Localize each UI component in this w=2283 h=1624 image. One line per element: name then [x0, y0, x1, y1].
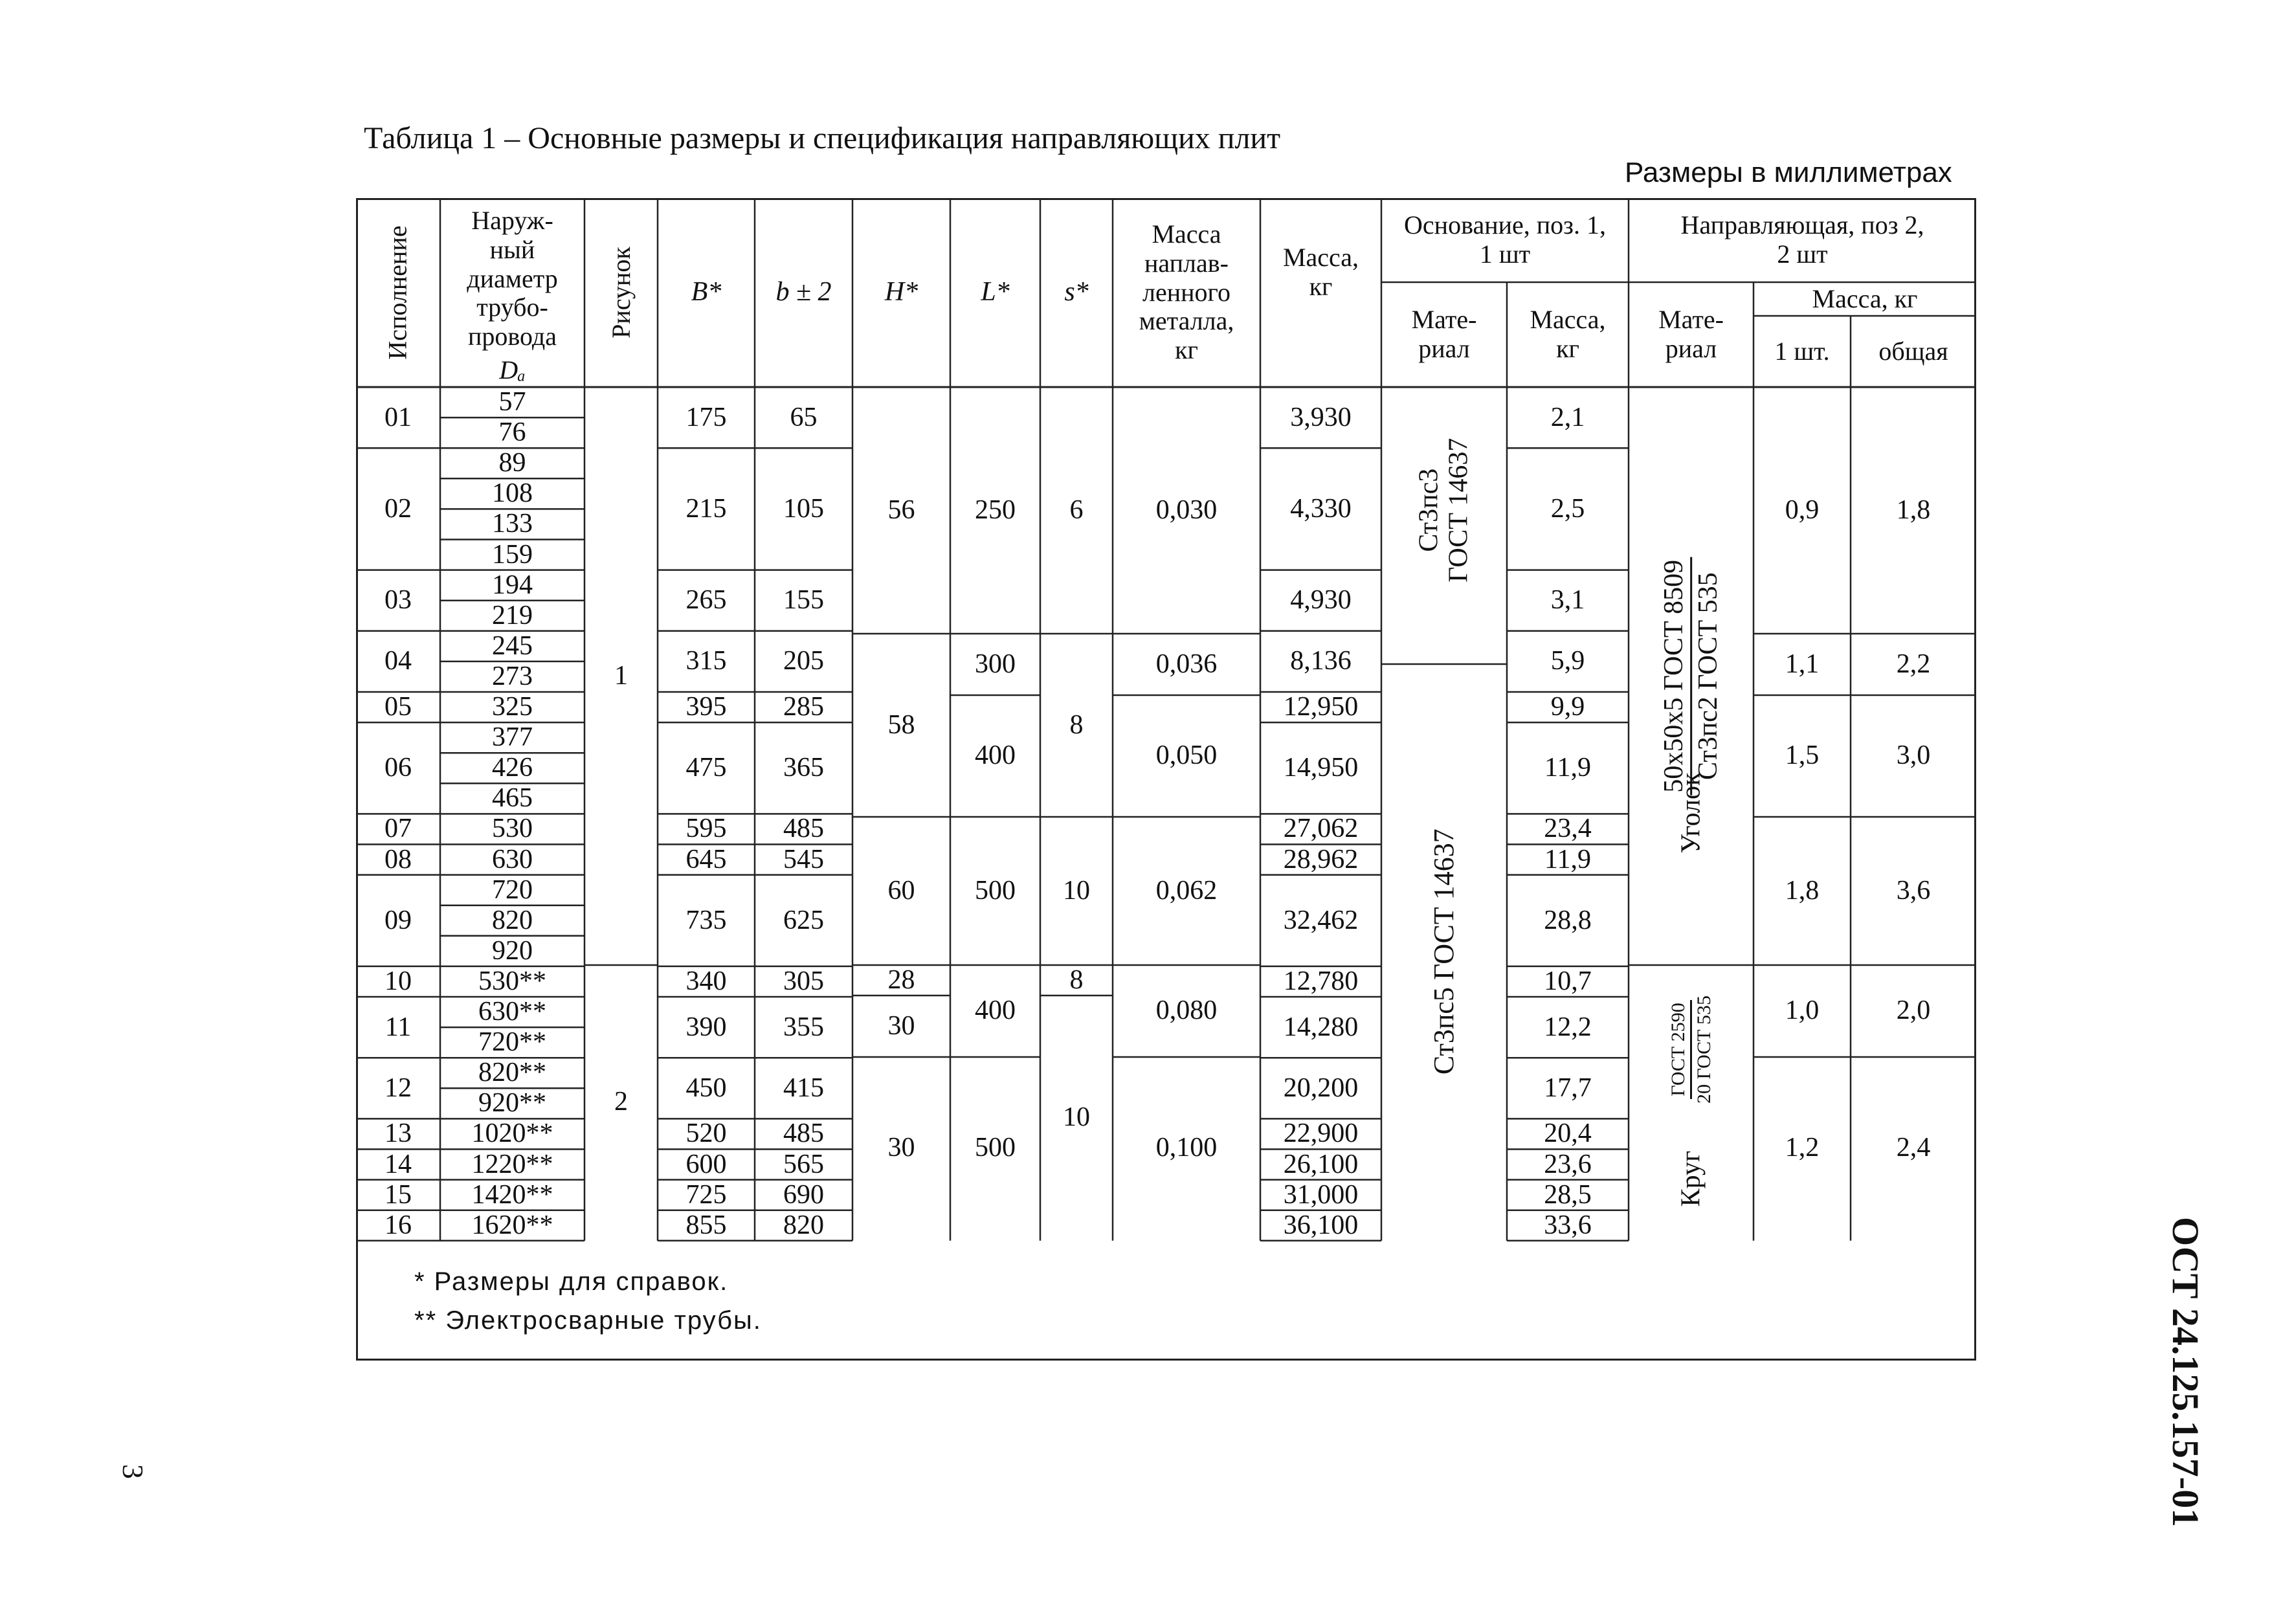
H-58: 58 — [887, 709, 915, 740]
cell-b: 625 — [783, 905, 824, 935]
cell-mass: 8,136 — [1290, 646, 1352, 676]
cell-ispolnenie: 08 — [384, 844, 412, 874]
guide-mass-one-3: 1,5 — [1785, 740, 1820, 771]
guide-mass-one-4: 1,8 — [1785, 875, 1820, 906]
cell-B: 595 — [685, 814, 727, 844]
cell-diameter: 920** — [478, 1088, 546, 1118]
header-ispolnenie: Исполнение — [383, 225, 412, 360]
cell-diameter: 530 — [492, 814, 533, 844]
cell-diameter: 465 — [492, 783, 533, 814]
mass-weld-4: 0,062 — [1155, 875, 1218, 906]
cell-base-mass: 28,5 — [1544, 1179, 1592, 1210]
cell-mass: 14,950 — [1283, 753, 1359, 783]
guide-mass-one-6: 1,2 — [1785, 1133, 1820, 1163]
header-mass-weld: Масса наплав- ленного металла, кг — [1139, 219, 1234, 365]
cell-mass: 3,930 — [1290, 402, 1352, 432]
H-56: 56 — [887, 495, 915, 525]
s-6: 6 — [1069, 495, 1084, 525]
cell-diameter: 720** — [478, 1027, 546, 1058]
base-material-1: Ст3пс3 ГОСТ 14637 — [1414, 438, 1474, 583]
cell-diameter: 245 — [492, 630, 533, 661]
cell-B: 265 — [685, 585, 727, 616]
cell-diameter: 89 — [498, 448, 526, 478]
cell-base-mass: 20,4 — [1544, 1118, 1592, 1149]
cell-base-mass: 3,1 — [1550, 585, 1585, 616]
cell-b: 415 — [783, 1073, 824, 1103]
cell-base-mass: 2,5 — [1550, 493, 1585, 524]
cell-ispolnenie: 04 — [384, 646, 412, 676]
cell-ispolnenie: 05 — [384, 692, 412, 722]
cell-ispolnenie: 15 — [384, 1179, 412, 1210]
cell-mass: 12,950 — [1283, 692, 1359, 722]
guide-material-1: 50x50x5 ГОСТ 8509 Ст3пс2 ГОСТ 535 — [1629, 387, 1754, 965]
mass-weld-3: 0,050 — [1155, 740, 1218, 771]
cell-B: 450 — [685, 1073, 727, 1103]
cell-base-mass: 5,9 — [1550, 646, 1585, 676]
header-L: L* — [981, 277, 1010, 307]
cell-ispolnenie: 12 — [384, 1073, 412, 1103]
L-500a: 500 — [975, 875, 1016, 906]
cell-B: 735 — [685, 905, 727, 935]
cell-b: 820 — [783, 1210, 824, 1240]
cell-mass: 31,000 — [1283, 1179, 1359, 1210]
cell-mass: 20,200 — [1283, 1073, 1359, 1103]
H-28: 28 — [887, 964, 915, 995]
s-8b: 8 — [1069, 964, 1084, 995]
cell-b: 545 — [783, 844, 824, 874]
cell-mass: 26,100 — [1283, 1149, 1359, 1179]
cell-ispolnenie: 10 — [384, 966, 412, 996]
cell-diameter: 820 — [492, 905, 533, 935]
cell-B: 215 — [685, 493, 727, 524]
guide-mass-one-5: 1,0 — [1785, 996, 1820, 1026]
cell-ispolnenie: 14 — [384, 1149, 412, 1179]
L-400b: 400 — [975, 996, 1016, 1026]
document-code: ОСТ 24.125.157-01 — [2165, 1217, 2207, 1528]
cell-mass: 36,100 — [1283, 1210, 1359, 1240]
header-b: b ± 2 — [775, 277, 832, 307]
header-guide-mass-one: 1 шт. — [1774, 336, 1830, 366]
cell-base-mass: 9,9 — [1550, 692, 1585, 722]
header-s: s* — [1064, 277, 1089, 307]
header-base-material: Мате- риал — [1411, 305, 1477, 363]
cell-B: 315 — [685, 646, 727, 676]
guide-mass-total-4: 3,6 — [1896, 875, 1931, 906]
mass-weld-1: 0,030 — [1155, 495, 1218, 525]
cell-diameter: 273 — [492, 661, 533, 691]
mass-weld-5: 0,080 — [1155, 996, 1218, 1026]
base-material-2: Ст3пс5 ГОСТ 14637 — [1427, 829, 1460, 1075]
note-1: * Размеры для справок. — [414, 1267, 729, 1296]
cell-diameter: 377 — [492, 722, 533, 753]
cell-ispolnenie: 01 — [384, 402, 412, 432]
cell-diameter: 1220** — [471, 1149, 553, 1179]
cell-base-mass: 17,7 — [1544, 1073, 1592, 1103]
guide-material-2-name: Круг — [1676, 1150, 1706, 1207]
header-diameter: Наруж- ный диаметр трубо- провода — [467, 206, 558, 351]
cell-base-mass: 33,6 — [1544, 1210, 1592, 1240]
cell-diameter: 76 — [498, 417, 526, 448]
header-H: H* — [884, 277, 919, 307]
cell-ispolnenie: 16 — [384, 1210, 412, 1240]
cell-b: 565 — [783, 1149, 824, 1179]
H-30b: 30 — [887, 1133, 915, 1163]
L-300: 300 — [975, 649, 1016, 679]
guide-mass-total-6: 2,4 — [1896, 1133, 1931, 1163]
cell-B: 390 — [685, 1012, 727, 1042]
cell-b: 205 — [783, 646, 824, 676]
risunok-1: 1 — [614, 660, 628, 691]
cell-diameter: 1620** — [471, 1210, 553, 1240]
cell-ispolnenie: 09 — [384, 905, 412, 935]
mass-weld-2: 0,036 — [1155, 649, 1218, 679]
cell-diameter: 920 — [492, 935, 533, 966]
page-number: 3 — [117, 1464, 150, 1479]
cell-b: 690 — [783, 1179, 824, 1210]
cell-B: 340 — [685, 966, 727, 996]
cell-mass: 32,462 — [1283, 905, 1359, 935]
cell-B: 645 — [685, 844, 727, 874]
cell-b: 305 — [783, 966, 824, 996]
header-guide-mass-total: общая — [1878, 336, 1948, 366]
cell-diameter: 133 — [492, 509, 533, 539]
cell-diameter: 194 — [492, 570, 533, 600]
cell-diameter: 219 — [492, 600, 533, 630]
cell-ispolnenie: 07 — [384, 814, 412, 844]
guide-material-1-name: Уголок — [1676, 772, 1706, 854]
cell-B: 175 — [685, 402, 727, 432]
header-base-mass: Масса, кг — [1530, 305, 1606, 363]
cell-diameter: 159 — [492, 539, 533, 570]
cell-mass: 28,962 — [1283, 844, 1359, 874]
header-guide-mass-group: Масса, кг — [1812, 284, 1918, 313]
cell-b: 355 — [783, 1012, 824, 1042]
cell-diameter: 108 — [492, 478, 533, 509]
header-B: B* — [691, 277, 722, 307]
cell-B: 725 — [685, 1179, 727, 1210]
cell-base-mass: 2,1 — [1550, 402, 1585, 432]
guide-material-2: ГОСТ 2590 20 ГОСТ 535 — [1667, 995, 1715, 1104]
units-note: Размеры в миллиметрах — [1625, 157, 1952, 188]
s-10b: 10 — [1063, 1102, 1090, 1132]
cell-B: 475 — [685, 753, 727, 783]
cell-B: 855 — [685, 1210, 727, 1240]
cell-ispolnenie: 06 — [384, 753, 412, 783]
cell-mass: 22,900 — [1283, 1118, 1359, 1149]
cell-diameter: 1420** — [471, 1179, 553, 1210]
guide-mass-total-3: 3,0 — [1896, 740, 1931, 771]
H-60: 60 — [887, 875, 915, 906]
guide-mass-total-5: 2,0 — [1896, 996, 1931, 1026]
header-guide-group: Направляющая, поз 2, 2 шт — [1680, 210, 1924, 269]
H-30a: 30 — [887, 1010, 915, 1041]
mass-weld-6: 0,100 — [1155, 1133, 1218, 1163]
cell-diameter: 630 — [492, 844, 533, 874]
cell-b: 105 — [783, 493, 824, 524]
risunok-2: 2 — [614, 1087, 628, 1117]
cell-base-mass: 11,9 — [1544, 844, 1591, 874]
cell-b: 485 — [783, 814, 824, 844]
cell-diameter: 530** — [478, 966, 546, 996]
cell-diameter: 325 — [492, 692, 533, 722]
cell-ispolnenie: 03 — [384, 585, 412, 616]
cell-base-mass: 10,7 — [1544, 966, 1592, 996]
L-500b: 500 — [975, 1133, 1016, 1163]
note-2: ** Электросварные трубы. — [414, 1306, 762, 1335]
table-caption: Таблица 1 – Основные размеры и спецификация направляющих плит — [364, 121, 1281, 155]
cell-b: 285 — [783, 692, 824, 722]
cell-base-mass: 23,6 — [1544, 1149, 1592, 1179]
cell-ispolnenie: 02 — [384, 493, 412, 524]
cell-base-mass: 28,8 — [1544, 905, 1592, 935]
cell-b: 365 — [783, 753, 824, 783]
cell-mass: 4,330 — [1290, 493, 1352, 524]
header-base-group: Основание, поз. 1, 1 шт — [1404, 210, 1606, 269]
guide-mass-total-2: 2,2 — [1896, 649, 1931, 679]
header-risunok: Рисунок — [606, 247, 636, 339]
guide-mass-one-1: 0,9 — [1785, 495, 1820, 525]
cell-diameter: 426 — [492, 753, 533, 783]
cell-mass: 27,062 — [1283, 814, 1359, 844]
cell-mass: 4,930 — [1290, 585, 1352, 616]
s-10a: 10 — [1063, 875, 1090, 906]
cell-diameter: 1020** — [471, 1118, 553, 1149]
cell-ispolnenie: 11 — [384, 1012, 412, 1042]
cell-diameter: 57 — [498, 387, 526, 417]
cell-ispolnenie: 13 — [384, 1118, 412, 1149]
cell-B: 395 — [685, 692, 727, 722]
cell-diameter: 820** — [478, 1058, 546, 1088]
guide-mass-one-2: 1,1 — [1785, 649, 1820, 679]
table-notes — [414, 1262, 762, 1340]
cell-base-mass: 11,9 — [1544, 753, 1591, 783]
cell-b: 485 — [783, 1118, 824, 1149]
cell-B: 520 — [685, 1118, 727, 1149]
L-250: 250 — [975, 495, 1016, 525]
header-mass: Масса, кг — [1282, 243, 1359, 301]
L-400a: 400 — [975, 740, 1016, 771]
cell-mass: 14,280 — [1283, 1012, 1359, 1042]
cell-b: 155 — [783, 585, 824, 616]
s-8a: 8 — [1069, 709, 1084, 740]
cell-diameter: 720 — [492, 874, 533, 905]
cell-mass: 12,780 — [1283, 966, 1359, 996]
header-diameter-symbol: Dₐ — [499, 355, 526, 384]
guide-mass-total-1: 1,8 — [1896, 495, 1931, 525]
cell-base-mass: 12,2 — [1544, 1012, 1592, 1042]
cell-base-mass: 23,4 — [1544, 814, 1592, 844]
cell-B: 600 — [685, 1149, 727, 1179]
header-guide-material: Мате- риал — [1658, 305, 1724, 363]
cell-diameter: 630** — [478, 997, 546, 1027]
cell-b: 65 — [790, 402, 818, 432]
